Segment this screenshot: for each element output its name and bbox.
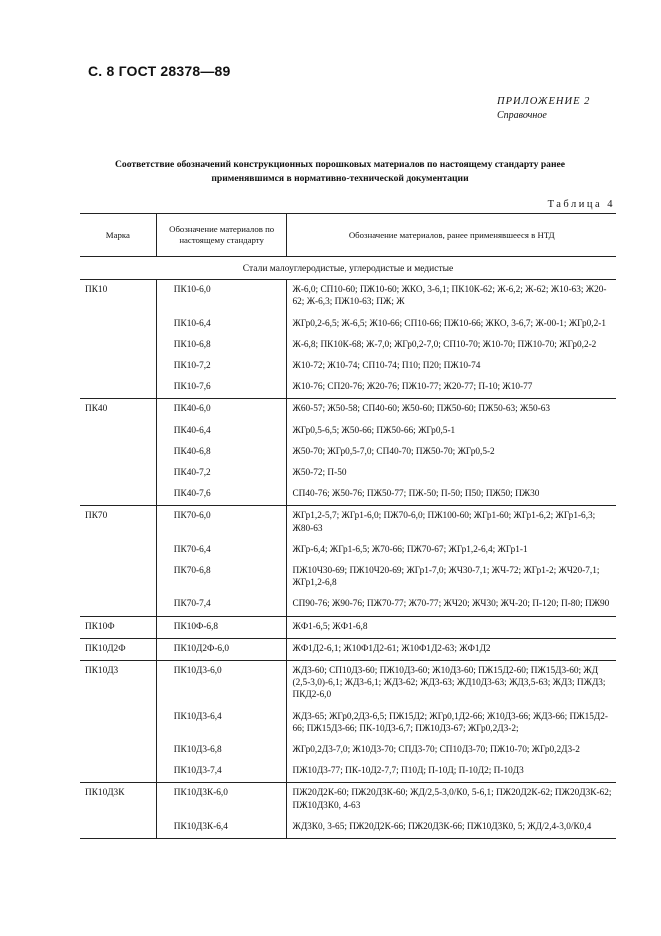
previous-designation-cell: СП90-76; Ж90-76; ПЖ70-77; Ж70-77; ЖЧ20; ЖЧ30; ЖЧ-20; П-120; П-80; ПЖ90	[292, 599, 610, 610]
marka-cell	[80, 463, 156, 484]
header-previous: Обозначение материалов, ранее применявшееся в НТД	[287, 214, 616, 257]
marka-cell	[80, 594, 156, 616]
current-designation-cell: ПК10Д3-7,4	[156, 761, 287, 783]
previous-designation-cell: Ж-6,8; ПК10К-68; Ж-7,0; ЖГр0,2-7,0; СП10-70; Ж10-70; ПЖ10-70; ЖГр0,2-2	[292, 339, 597, 350]
appendix-block	[495, 96, 615, 121]
marka-cell: ПК70	[80, 506, 156, 540]
current-designation-cell: ПК10-6,4	[156, 314, 287, 335]
table-label: Таблица 4	[547, 199, 615, 210]
marka-cell	[80, 356, 156, 377]
current-designation-cell: ПК70-7,4	[156, 594, 287, 616]
table-row	[80, 421, 616, 442]
marka-cell	[80, 421, 156, 442]
previous-designation-cell: ЖГр0,2Д3-7,0; Ж10Д3-70; СПД3-70; СП10Д3-70; ПЖ10-70; ЖГр0,2Д3-2	[292, 745, 580, 756]
marka-cell	[80, 377, 156, 399]
current-designation-cell: ПК10Д3-6,0	[156, 661, 287, 707]
marka-cell: ПК10	[80, 280, 156, 314]
current-designation-cell: ПК40-6,0	[156, 399, 287, 421]
current-designation-cell: ПК40-6,8	[156, 442, 287, 463]
current-designation-cell: ПК10Д3К-6,0	[156, 783, 287, 817]
previous-designation-cell: ПЖ10Д3-77; ПК-10Д2-7,7; П10Д; П-10Д; П-10Д2; П-10Д3	[292, 766, 524, 777]
marka-cell	[80, 707, 156, 740]
current-designation-cell: ПК40-7,6	[156, 484, 287, 506]
table-row	[80, 399, 616, 421]
marka-cell	[80, 761, 156, 783]
marka-cell: ПК10Ф	[80, 616, 156, 638]
table-row	[80, 335, 616, 356]
previous-designation-cell: ЖД3-60; СП10Д3-60; ПЖ10Д3-60; Ж10Д3-60; ПЖ15Д2-60; ПЖ15Д3-60; ЖД (2,5-3,0)-6,1; ЖД3-6,1; ЖД3-62; ЖД3-63; ЖД10Д3-63; ЖД3,5-63; ЖД3; ПЖД3; ПКД2-6,0	[287, 661, 616, 707]
page-header: С. 8 ГОСТ 28378—89	[88, 63, 231, 79]
previous-designation-cell: ЖФ1-6,5; ЖФ1-6,8	[287, 616, 616, 638]
previous-designation-cell: Ж10-76; СП20-76; Ж20-76; ПЖ10-77; Ж20-77; П-10; Ж10-77	[292, 382, 533, 393]
previous-designation-cell: ПЖ10Ч30-69; ПЖ10Ч20-69; ЖГр1-7,0; ЖЧ30-7,1; ЖЧ-72; ЖГр1-2; ЖЧ20-7,1; ЖГр1,2-6,8	[292, 566, 600, 589]
table-row	[80, 442, 616, 463]
previous-designation-cell: ЖД3-65; ЖГр0,2Д3-6,5; ПЖ15Д2; ЖГр0,1Д2-66; Ж10Д3-66; ЖД3-66; ПЖ15Д2-66; ПЖ15Д3-66; ПК-10Д3-6,7; ПЖ10Д3-67; ЖГр0,2Д3-2;	[292, 711, 608, 734]
current-designation-cell: ПК10-7,2	[156, 356, 287, 377]
previous-designation-cell: ЖГр0,5-6,5; Ж50-66; ПЖ50-66; ЖГр0,5-1	[292, 425, 456, 436]
table-header-row	[80, 214, 616, 257]
header-current: Обозначение материалов по настоящему стандарту	[156, 214, 287, 257]
current-designation-cell: ПК40-7,2	[156, 463, 287, 484]
previous-designation-cell: ЖГр-6,4; ЖГр1-6,5; Ж70-66; ПЖ70-67; ЖГр1,2-6,4; ЖГр1-1	[292, 544, 528, 555]
table-row	[80, 783, 616, 817]
table-row	[80, 540, 616, 561]
table-row	[80, 594, 616, 616]
marka-cell	[80, 442, 156, 463]
marka-cell	[80, 740, 156, 761]
marka-cell: ПК10Д3	[80, 661, 156, 707]
table-body	[80, 257, 616, 839]
table-row	[80, 463, 616, 484]
marka-cell	[80, 484, 156, 506]
section-row	[80, 257, 616, 280]
marka-cell	[80, 314, 156, 335]
marka-cell: ПК40	[80, 399, 156, 421]
table-row	[80, 661, 616, 707]
table-row	[80, 616, 616, 638]
table-row	[80, 761, 616, 783]
marka-cell	[80, 817, 156, 839]
table-row	[80, 707, 616, 740]
previous-designation-cell: ПЖ20Д2К-60; ПЖ20Д3К-60; ЖД/2,5-3,0/К0, 5-6,1; ПЖ20Д2К-62; ПЖ20Д3К-62; ПЖ10Д3К0, 4-63	[287, 783, 616, 817]
table-row	[80, 314, 616, 335]
section-title: Стали малоуглеродистые, углеродистые и медистые	[242, 264, 454, 274]
current-designation-cell: ПК70-6,4	[156, 540, 287, 561]
table-row	[80, 638, 616, 660]
previous-designation-cell: Ж-6,0; СП10-60; ПЖ10-60; ЖКО, 3-6,1; ПК10К-62; Ж-6,2; Ж-62; Ж10-63; Ж20-62; Ж-6,3; ПЖ10-63; ПЖ; Ж	[287, 280, 616, 314]
header-marka: Марка	[80, 214, 156, 257]
current-designation-cell: ПК10Д2Ф-6,0	[156, 638, 287, 660]
current-designation-cell: ПК10-6,0	[156, 280, 287, 314]
previous-designation-cell: Ж60-57; Ж50-58; СП40-60; Ж50-60; ПЖ50-60; ПЖ50-63; Ж50-63	[287, 399, 616, 421]
current-designation-cell: ПК10Д3-6,4	[156, 707, 287, 740]
table-row	[80, 740, 616, 761]
document-title: Соответствие обозначений конструкционных порошковых материалов по настоящему стандарту ранее применявшимся в нормативно-технической документации	[114, 159, 565, 184]
current-designation-cell: ПК70-6,0	[156, 506, 287, 540]
appendix-title: ПРИЛОЖЕНИЕ 2	[497, 96, 591, 107]
appendix-subtitle: Справочное	[497, 110, 547, 121]
marka-cell	[80, 540, 156, 561]
current-designation-cell: ПК70-6,8	[156, 561, 287, 594]
previous-designation-cell: ЖД3К0, 3-65; ПЖ20Д2К-66; ПЖ20Д3К-66; ПЖ10Д3К0, 5; ЖД/2,4-3,0/К0,4	[287, 817, 616, 839]
current-designation-cell: ПК10-7,6	[156, 377, 287, 399]
marka-cell: ПК10Д2Ф	[80, 638, 156, 660]
table-row	[80, 817, 616, 839]
table-row	[80, 561, 616, 594]
marka-cell	[80, 335, 156, 356]
previous-designation-cell: ЖГр0,2-6,5; Ж-6,5; Ж10-66; СП10-66; ПЖ10-66; ЖКО, 3-6,7; Ж-00-1; ЖГр0,2-1	[292, 318, 606, 329]
previous-designation-cell: ЖГр1,2-5,7; ЖГр1-6,0; ПЖ70-6,0; ПЖ100-60; ЖГр1-60; ЖГр1-6,2; ЖГр1-6,3; Ж80-63	[287, 506, 616, 540]
table-row	[80, 280, 616, 314]
previous-designation-cell: Ж10-72; Ж10-74; СП10-74; П10; П20; ПЖ10-74	[292, 361, 481, 372]
designation-table	[80, 213, 616, 839]
current-designation-cell: ПК10Д3-6,8	[156, 740, 287, 761]
previous-designation-cell: ЖФ1Д2-6,1; Ж10Ф1Д2-61; Ж10Ф1Д2-63; ЖФ1Д2	[287, 638, 616, 660]
current-designation-cell: ПК40-6,4	[156, 421, 287, 442]
table-row	[80, 356, 616, 377]
previous-designation-cell: Ж50-72; П-50	[292, 468, 347, 479]
current-designation-cell: ПК10-6,8	[156, 335, 287, 356]
table-row	[80, 484, 616, 506]
marka-cell: ПК10Д3К	[80, 783, 156, 817]
previous-designation-cell: СП40-76; Ж50-76; ПЖ50-77; ПЖ-50; П-50; П50; ПЖ50; ПЖ30	[292, 489, 540, 500]
current-designation-cell: ПК10Ф-6,8	[156, 616, 287, 638]
table-row	[80, 377, 616, 399]
marka-cell	[80, 561, 156, 594]
current-designation-cell: ПК10Д3К-6,4	[156, 817, 287, 839]
table-row	[80, 506, 616, 540]
previous-designation-cell: Ж50-70; ЖГр0,5-7,0; СП40-70; ПЖ50-70; ЖГр0,5-2	[292, 446, 495, 457]
